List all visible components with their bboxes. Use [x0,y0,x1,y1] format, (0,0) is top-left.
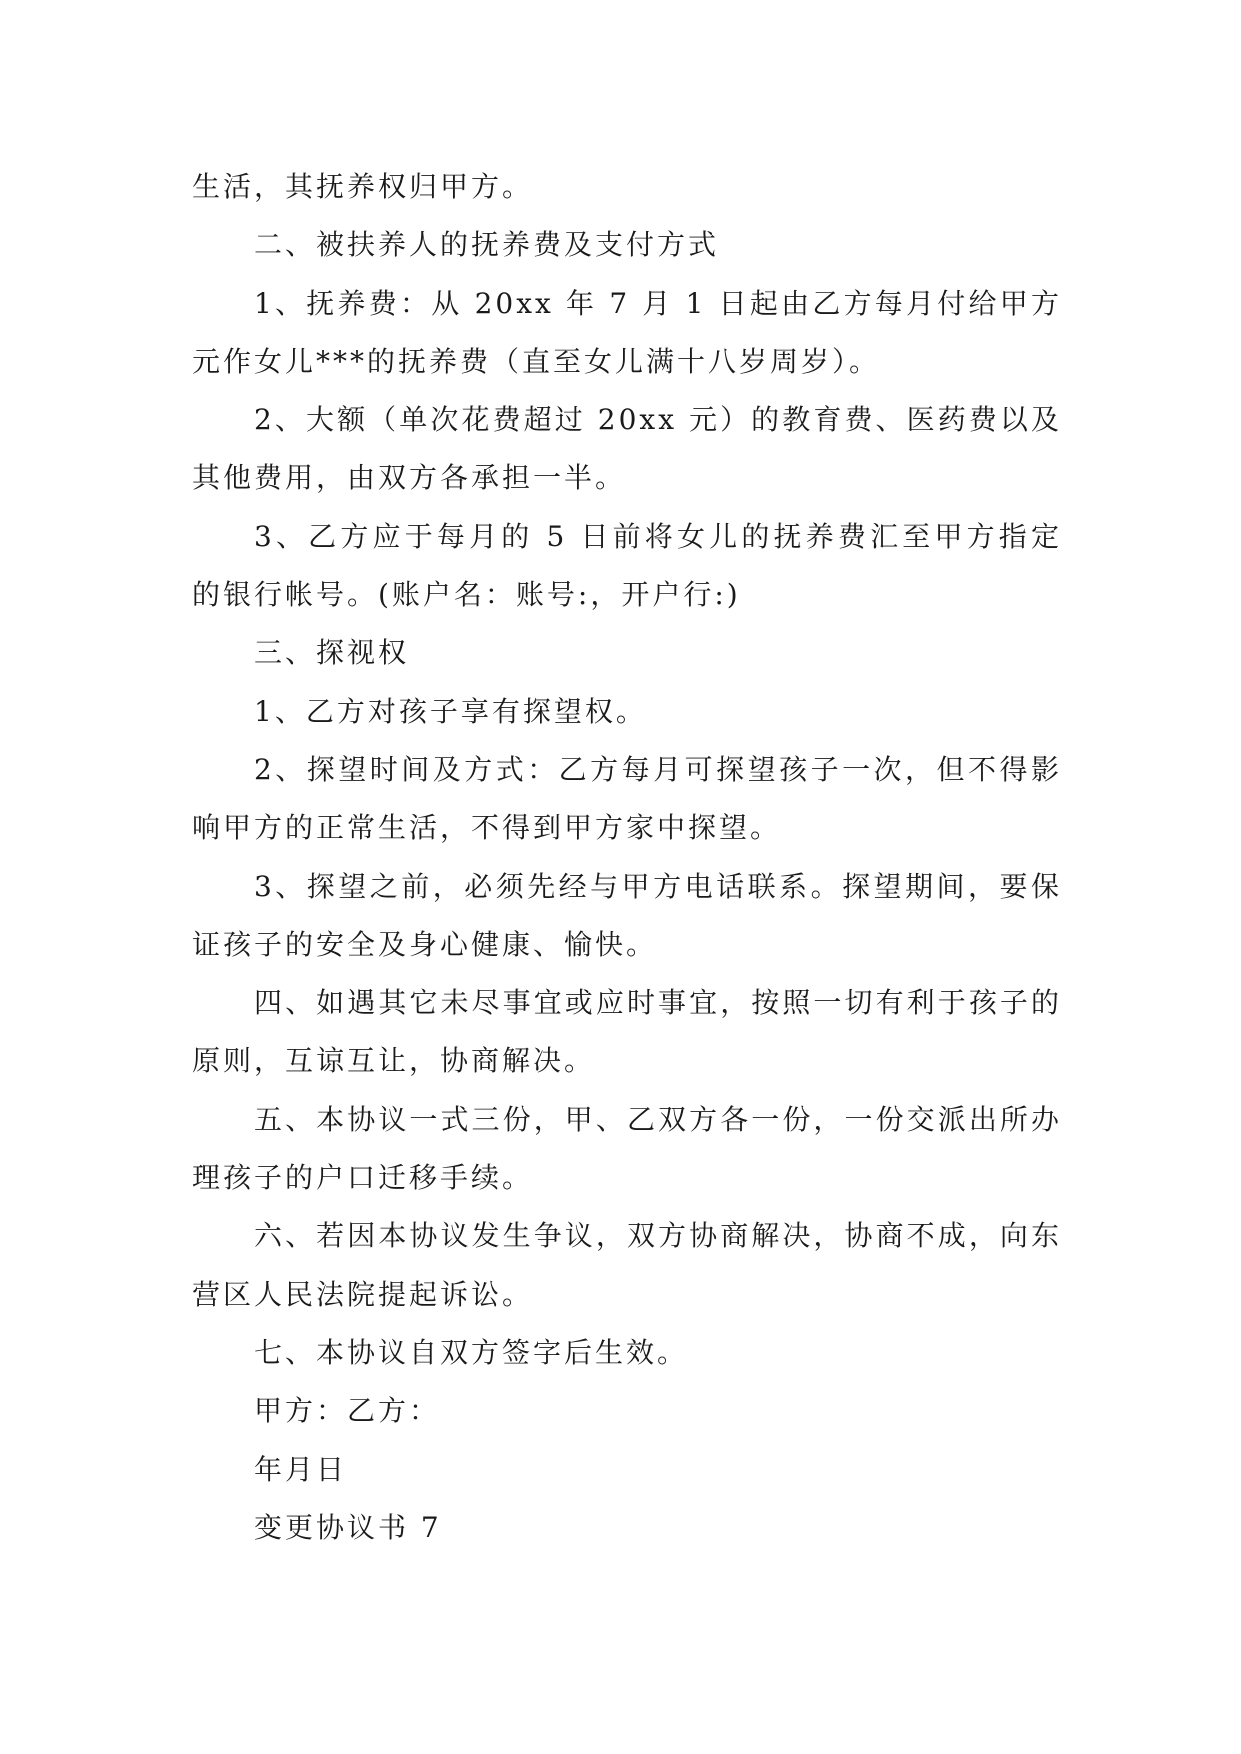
paragraph-visitation-right: 1、乙方对孩子享有探望权。 [254,694,647,728]
section-heading-support-fee: 二、被扶养人的抚养费及支付方式 [254,228,720,262]
section-copies: 五、本协议一式三份，甲、乙双方各一份，一份交派出所办理孩子的户口迁移手续。 [192,1102,1062,1195]
paragraph-visitation-time: 2、探望时间及方式：乙方每月可探望孩子一次，但不得影响甲方的正常生活，不得到甲方家中探望。 [192,752,1062,845]
next-document-title: 变更协议书 7 [254,1510,442,1544]
signature-date: 年月日 [254,1452,348,1486]
signature-parties: 甲方：乙方： [254,1394,441,1428]
section-disputes: 六、若因本协议发生争议，双方协商解决，协商不成，向东营区人民法院提起诉讼。 [192,1219,1062,1311]
paragraph-visitation-contact: 3、探望之前，必须先经与甲方电话联系。探望期间，要保证孩子的安全及身心健康、愉快。 [192,869,1062,961]
section-other-matters: 四、如遇其它未尽事宜或应时事宜，按照一切有利于孩子的原则，互谅互让，协商解决。 [192,986,1062,1078]
document-body [192,158,1062,1557]
paragraph-large-expenses: 2、大额（单次花费超过 20xx 元）的教育费、医药费以及其他费用，由双方各承担一半。 [192,403,1062,495]
section-heading-visitation: 三、探视权 [254,636,410,670]
paragraph-custody-tail: 生活，其抚养权归甲方。 [192,170,534,203]
paragraph-support-fee-amount: 1、抚养费：从 20xx 年 7 月 1 日起由乙方每月付给甲方元作女儿***的抚养费（直至女儿满十八岁周岁）。 [192,286,1062,378]
section-effective: 七、本协议自双方签字后生效。 [254,1335,689,1369]
paragraph-payment-account: 3、乙方应于每月的 5 日前将女儿的抚养费汇至甲方指定的银行帐号。(账户名：账号:，开户行:) [192,519,1062,612]
